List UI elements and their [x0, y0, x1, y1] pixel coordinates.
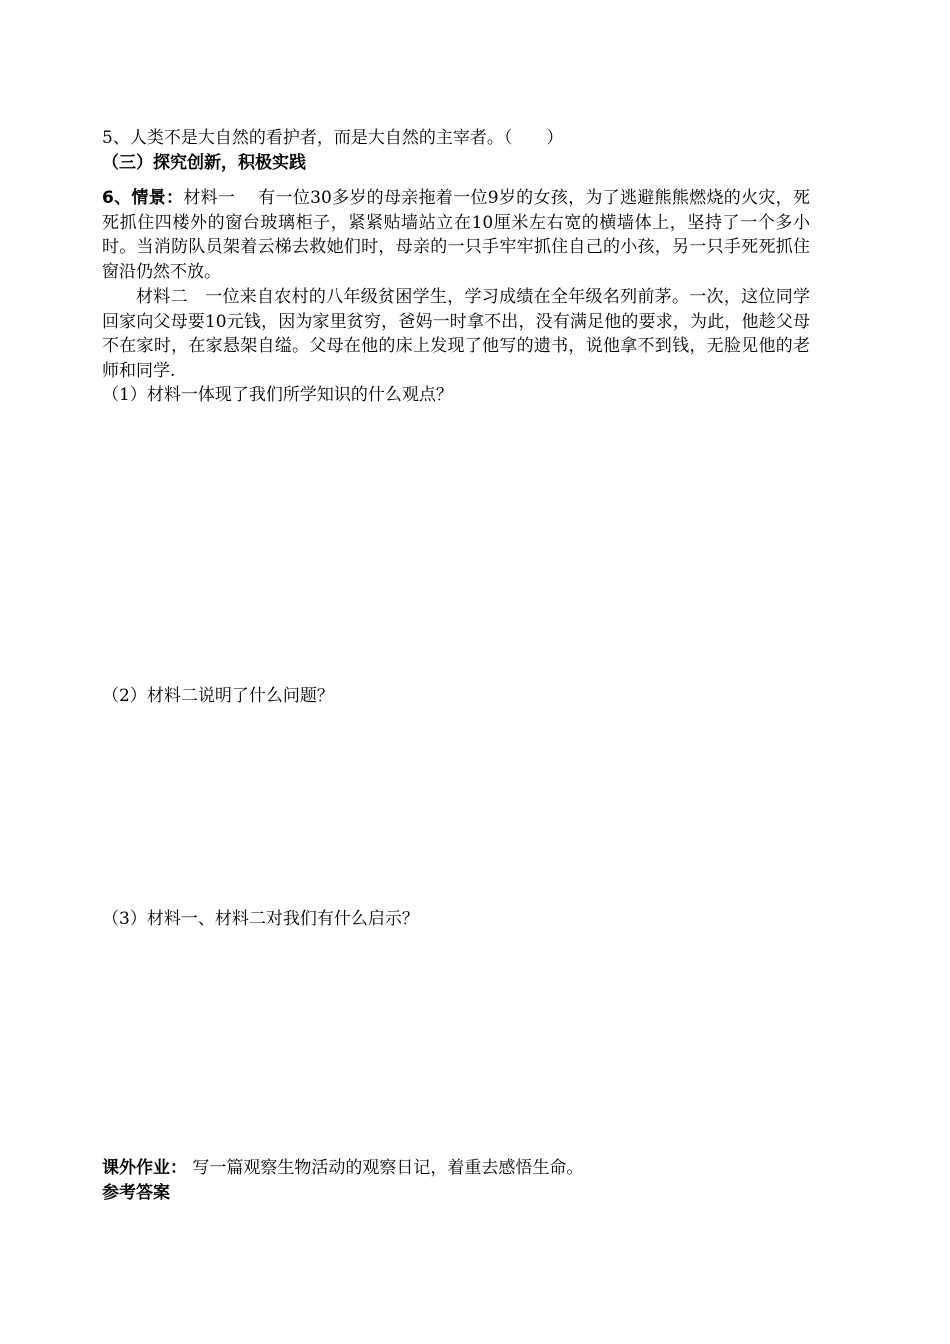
question-6-material-1 — [102, 186, 810, 284]
sub-question-1-text: （1）材料一体现了我们所学知识的什么观点？ — [102, 385, 453, 405]
material-2-text: 材料二 一位来自农村的八年级贫困学生，学习成绩在全年级名列前茅。一次，这位同学回家向父母要10元钱，因为家里贫穷，爸妈一时拿不出，没有满足他的要求，为此，他趁父母不在家时，在家悬架自缢。父母在他的床上发现了他写的遗书，说他拿不到钱，无脸见他的老师和同学. — [102, 287, 810, 381]
section-heading-text: （三）探究创新，积极实践 — [102, 153, 306, 173]
answers-heading-text: 参考答案 — [102, 1183, 170, 1203]
sub-question-1 — [102, 383, 810, 407]
material-1-text: 材料一 有一位30多岁的母亲拖着一位9岁的女孩，为了逃避熊熊燃烧的火灾，死死抓住四楼外的窗台玻璃柜子，紧紧贴墙站立在10厘米左右宽的横墙体上，坚持了一个多小时。当消防队员架着云梯去救她们时，母亲的一只手牢牢抓住自己的小孩，另一只手死死抓住窗沿仍然不放。 — [102, 188, 810, 282]
sub-question-3-text: （3）材料一、材料二对我们有什么启示？ — [102, 909, 419, 929]
homework — [102, 1156, 810, 1180]
question-6-label: 6、情景： — [102, 188, 184, 208]
question-6-material-2 — [102, 285, 810, 383]
sub-question-2-text: （2）材料二说明了什么问题？ — [102, 686, 334, 706]
section-heading-3 — [102, 151, 810, 175]
question-5 — [102, 126, 810, 150]
homework-text: 写一篇观察生物活动的观察日记，着重去感悟生命。 — [192, 1158, 584, 1178]
sub-question-2 — [102, 684, 810, 708]
homework-label: 课外作业： — [102, 1158, 187, 1178]
question-5-text: 5、人类不是大自然的看护者，而是大自然的主宰者。（ ） — [102, 128, 564, 148]
sub-question-3 — [102, 907, 810, 931]
answers-heading — [102, 1181, 810, 1205]
